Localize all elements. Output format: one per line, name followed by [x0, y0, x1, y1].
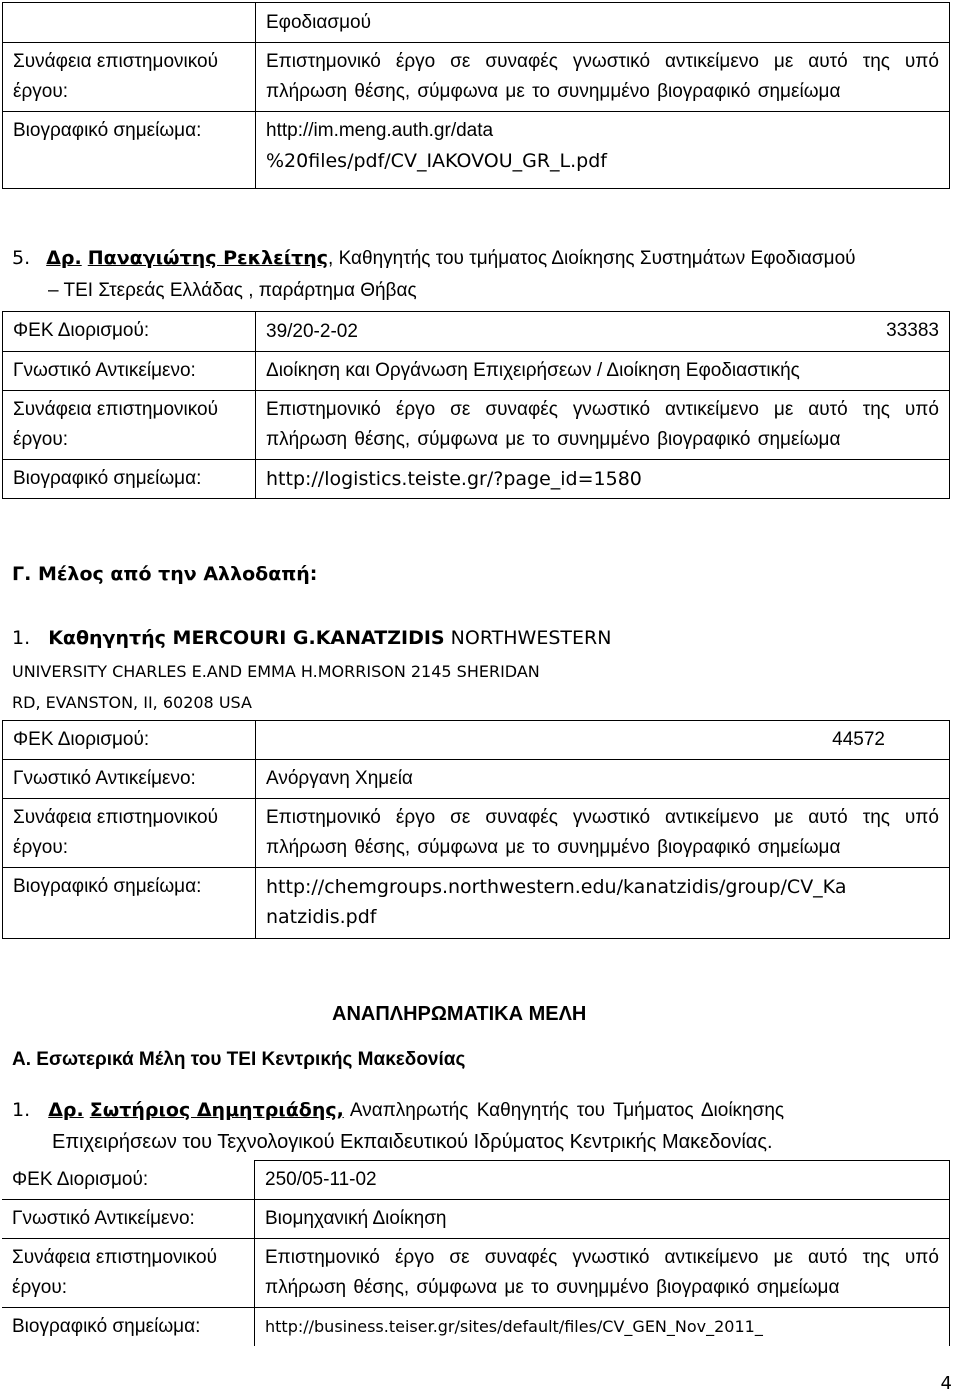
cv-link-line1[interactable]: http://im.meng.auth.gr/data [266, 120, 494, 141]
subject-value: Διοίκηση και Οργάνωση Επιχειρήσεων / Διοίκηση Εφοδιαστικής [256, 352, 950, 391]
collab-value: Επιστημονικό έργο σε συναφές γνωστικό αντικείμενο με αυτό της υπό πλήρωση θέσης, σύμφωνα με το συνημμένο βιογραφικό σημείωμα [256, 799, 950, 868]
fek-label: ΦΕΚ Διορισμού: [2, 1161, 255, 1200]
collab-label: Συνάφεια επιστημονικού έργου: [2, 1239, 255, 1308]
collab-value: Επιστημονικό έργο σε συναφές γνωστικό αντικείμενο με αυτό της υπό πλήρωση θέσης, σύμφωνα με το συνημμένο βιογραφικό σημείωμα [256, 391, 950, 460]
cv-value-cell [256, 112, 950, 189]
member-g1-address-line2: RD, EVANSTON, II, 60208 USA [12, 693, 252, 712]
cv-link-line2[interactable]: natzidis.pdf [266, 906, 377, 928]
person5-desc1: , Καθηγητής του τμήματος Διοίκησης Συστημάτων Εφοδιασμού [328, 248, 856, 269]
cv-label: Βιογραφικό σημείωμα: [3, 112, 256, 189]
person5-title: Δρ. [46, 247, 82, 269]
subject-label: Γνωστικό Αντικείμενο: [3, 760, 256, 799]
cv-link[interactable]: http://business.teiser.gr/sites/default/files/CV_GEN_Nov_2011_ [255, 1308, 950, 1347]
fek-value: 250/05-11-02 [255, 1161, 950, 1200]
table-alt-member1 [2, 1160, 950, 1346]
page-number: 4 [940, 1373, 952, 1394]
table-member-4-continued [2, 2, 950, 189]
empty-label-cell [3, 3, 256, 43]
fek-number: 33383 [886, 320, 939, 341]
fek-number: 44572 [832, 729, 885, 750]
member-g1-number: 1. [12, 627, 31, 649]
cv-link-line1[interactable]: http://chemgroups.northwestern.edu/kanatzidis/group/CV_Ka [266, 876, 847, 898]
member-g1-name: Καθηγητής MERCOURI G.KANATZIDIS [48, 627, 445, 649]
alt-member1-name: Σωτήριος Δημητριάδης, [89, 1099, 344, 1121]
person5-number: 5. [12, 247, 31, 269]
collab-label: Συνάφεια επιστημονικού έργου: [3, 43, 256, 112]
alt-member1-desc2: Επιχειρήσεων του Τεχνολογικού Εκπαιδευτικού Ιδρύματος Κεντρικής Μακεδονίας. [52, 1131, 773, 1153]
fek-value-cell [256, 721, 950, 760]
fek-label: ΦΕΚ Διορισμού: [3, 721, 256, 760]
cv-label: Βιογραφικό σημείωμα: [3, 460, 256, 499]
cv-link-line2[interactable]: %20files/pdf/CV_IAKOVOU_GR_L.pdf [266, 150, 607, 172]
alt-member1-heading [12, 1095, 784, 1126]
subject-continued: Εφοδιασμού [266, 12, 371, 33]
person5-name: Παναγιώτης Ρεκλείτης [87, 247, 329, 269]
collab-label: Συνάφεια επιστημονικού έργου: [3, 799, 256, 868]
person5-heading [12, 243, 856, 274]
subject-value: Βιομηχανική Διοίκηση [255, 1200, 950, 1239]
cv-link[interactable]: http://logistics.teiste.gr/?page_id=1580 [256, 460, 950, 499]
table-member-g1 [2, 720, 950, 939]
alternates-subheading: Α. Εσωτερικά Μέλη του ΤΕΙ Κεντρικής Μακεδονίας [12, 1049, 466, 1070]
table-person5 [2, 311, 950, 499]
fek-value-cell [256, 312, 950, 352]
person5-desc2: – ΤΕΙ Στερεάς Ελλάδας , παράρτημα Θήβας [48, 280, 417, 301]
cv-label: Βιογραφικό σημείωμα: [3, 868, 256, 939]
member-g1-heading [12, 623, 611, 653]
cv-label: Βιογραφικό σημείωμα: [2, 1308, 255, 1347]
section-g-heading: Γ. Μέλος από την Αλλοδαπή: [12, 563, 318, 585]
alt-member1-desc1: Αναπληρωτής Καθηγητής του Τμήματος Διοίκησης [349, 1100, 785, 1121]
cv-value-cell [256, 868, 950, 939]
alt-member1-title: Δρ. [48, 1099, 84, 1121]
subject-value: Ανόργανη Χημεία [256, 760, 950, 799]
collab-label: Συνάφεια επιστημονικού έργου: [3, 391, 256, 460]
member-g1-address-line1: UNIVERSITY CHARLES E.AND EMMA H.MORRISON 2145 SHERIDAN [12, 662, 540, 681]
fek-value: 39/20-2-02 [266, 321, 358, 342]
collab-value: Επιστημονικό έργο σε συναφές γνωστικό αντικείμενο με αυτό της υπό πλήρωση θέσης, σύμφωνα με το συνημμένο βιογραφικό σημείωμα [255, 1239, 950, 1308]
subject-continued-cell [256, 3, 950, 43]
fek-label: ΦΕΚ Διορισμού: [3, 312, 256, 352]
collab-value: Επιστημονικό έργο σε συναφές γνωστικό αντικείμενο με αυτό της υπό πλήρωση θέσης, σύμφωνα με το συνημμένο βιογραφικό σημείωμα [256, 43, 950, 112]
subject-label: Γνωστικό Αντικείμενο: [2, 1200, 255, 1239]
subject-label: Γνωστικό Αντικείμενο: [3, 352, 256, 391]
alt-member1-number: 1. [12, 1099, 31, 1121]
alternates-heading: ΑΝΑΠΛΗΡΩΜΑΤΙΚΑ ΜΕΛΗ [332, 1003, 587, 1025]
member-g1-university: NORTHWESTERN [450, 627, 612, 649]
